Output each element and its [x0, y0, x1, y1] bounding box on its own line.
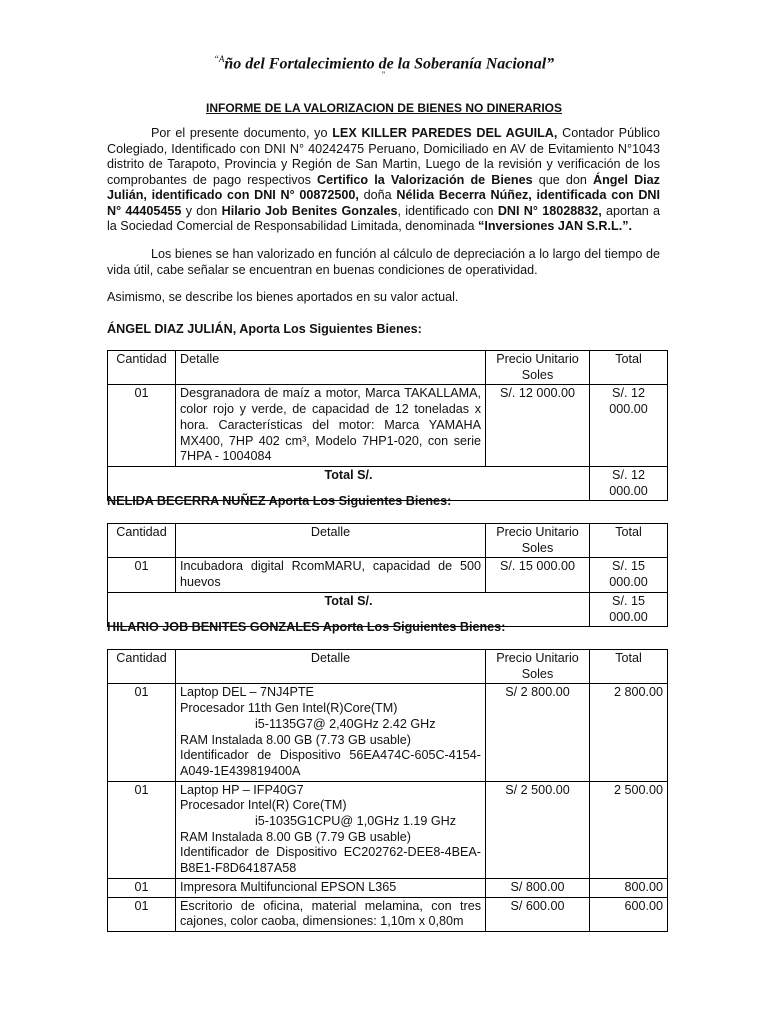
row-unit-price: S/ 2 800.00 [486, 684, 590, 781]
row-total: 2 800.00 [590, 684, 668, 781]
row-qty: 01 [108, 781, 176, 878]
tiny-quote-mark: ” [382, 70, 385, 80]
table-row [108, 878, 668, 897]
table-header-row [108, 351, 668, 385]
goods-table-nelida [107, 523, 668, 627]
col-detail-header: Detalle [176, 351, 486, 385]
section-heading-hilario: HILARIO JOB BENITES GONZALES Aporta Los Siguientes Bienes: [107, 620, 506, 634]
col-unit-price-header: Precio Unitario Soles [486, 650, 590, 684]
col-unit-price-header: Precio Unitario Soles [486, 351, 590, 385]
goods-table-hilario [107, 649, 668, 932]
row-detail: Laptop HP – IFP40G7 Procesador Intel(R) Core(TM) i5-1035G1CPU@ 1,0GHz 1.19 GHz RAM Instalada 8.00 GB (7.79 GB usable) Identificador de Dispositivo EC202762-DEE8-4BEA-B8E1-F8D64187A58 [176, 781, 486, 878]
row-unit-price: S/. 12 000.00 [486, 385, 590, 467]
row-total: 600.00 [590, 897, 668, 931]
table-header-row [108, 650, 668, 684]
total-label: Total S/. [108, 466, 590, 500]
row-total: S/. 12 000.00 [590, 385, 668, 467]
report-title: INFORME DE LA VALORIZACION DE BIENES NO DINERARIOS [205, 101, 562, 115]
row-unit-price: S/ 2 500.00 [486, 781, 590, 878]
table-row [108, 781, 668, 878]
col-total-header: Total [590, 650, 668, 684]
col-unit-price-header: Precio Unitario Soles [486, 524, 590, 558]
col-detail-header: Detalle [176, 650, 486, 684]
valuation-paragraph: Los bienes se han valorizado en función al cálculo de depreciación a lo largo del tiempo de vida útil, cabe señalar se encuentran en buenas condiciones de operatividad. [107, 247, 660, 277]
row-total: S/. 15 000.00 [590, 558, 668, 592]
total-label: Total S/. [108, 592, 590, 626]
table-row [108, 558, 668, 592]
row-qty: 01 [108, 385, 176, 467]
grand-total: S/. 12 000.00 [590, 466, 668, 500]
row-total: 2 500.00 [590, 781, 668, 878]
col-qty-header: Cantidad [108, 524, 176, 558]
col-qty-header: Cantidad [108, 351, 176, 385]
row-qty: 01 [108, 558, 176, 592]
year-title-open: “A [213, 54, 225, 64]
row-unit-price: S/. 15 000.00 [486, 558, 590, 592]
intro-paragraph: Por el presente documento, yo LEX KILLER PAREDES DEL AGUILA, Contador Público Colegiado, Identificado con DNI N° 40242475 Peruano, Domiciliado en AV de Evitamiento N°1043 distrito de Tarapoto, Provincia y Región de San Martin, Luego de la revisión y verificación de los comprobantes de pago respectivos Certifico la Valorización de Bienes que don Ángel Diaz Julián, identificado con DNI N° 00872500, doña Nélida Becerra Núñez, identificada con DNI N° 44405455 y don Hilario Job Benites Gonzales, identificado con DNI N° 18028832, aportan a la Sociedad Comercial de Responsabilidad Limitada, denominada “Inversiones JAN S.R.L.”. [107, 126, 661, 233]
col-total-header: Total [590, 351, 668, 385]
col-qty-header: Cantidad [108, 650, 176, 684]
section-heading-angel: ÁNGEL DIAZ JULIÁN, Aporta Los Siguientes Bienes: [107, 322, 422, 336]
row-detail: Desgranadora de maíz a motor, Marca TAKALLAMA, color rojo y verde, de capacidad de 12 toneladas x hora. Características del motor: Marca YAMAHA MX400, 7HP 402 cm³, Modelo 7HP1-020, con serie 7HPA - 1004084 [176, 385, 486, 467]
table-row [108, 684, 668, 781]
row-detail: Escritorio de oficina, material melamina, con tres cajones, color caoba, dimensiones: 1,10m x 0,80m [176, 897, 486, 931]
section-heading-nelida: NELIDA BECERRA NUÑEZ Aporta Los Siguientes Bienes: [107, 494, 452, 508]
goods-table-angel [107, 350, 668, 501]
row-detail: Laptop DEL – 7NJ4PTE Procesador 11th Gen Intel(R)Core(TM) i5-1135G7@ 2,40GHz 2.42 GHz RAM Instalada 8.00 GB (7.73 GB usable) Identificador de Dispositivo 56EA474C-605C-4154-A049-1E439819400A [176, 684, 486, 781]
table-header-row [108, 524, 668, 558]
row-qty: 01 [108, 897, 176, 931]
row-qty: 01 [108, 684, 176, 781]
table-row [108, 897, 668, 931]
grand-total: S/. 15 000.00 [590, 592, 668, 626]
row-unit-price: S/ 800.00 [486, 878, 590, 897]
col-detail-header: Detalle [176, 524, 486, 558]
row-qty: 01 [108, 878, 176, 897]
row-unit-price: S/ 600.00 [486, 897, 590, 931]
year-title-text: ño del Fortalecimiento de la Soberanía Nacional” [224, 55, 555, 73]
col-total-header: Total [590, 524, 668, 558]
description-paragraph: Asimismo, se describe los bienes aportados en su valor actual. [107, 290, 459, 304]
row-detail: Incubadora digital RcomMARU, capacidad de 500 huevos [176, 558, 486, 592]
table-row [108, 385, 668, 467]
row-total: 800.00 [590, 878, 668, 897]
row-detail: Impresora Multifuncional EPSON L365 [176, 878, 486, 897]
